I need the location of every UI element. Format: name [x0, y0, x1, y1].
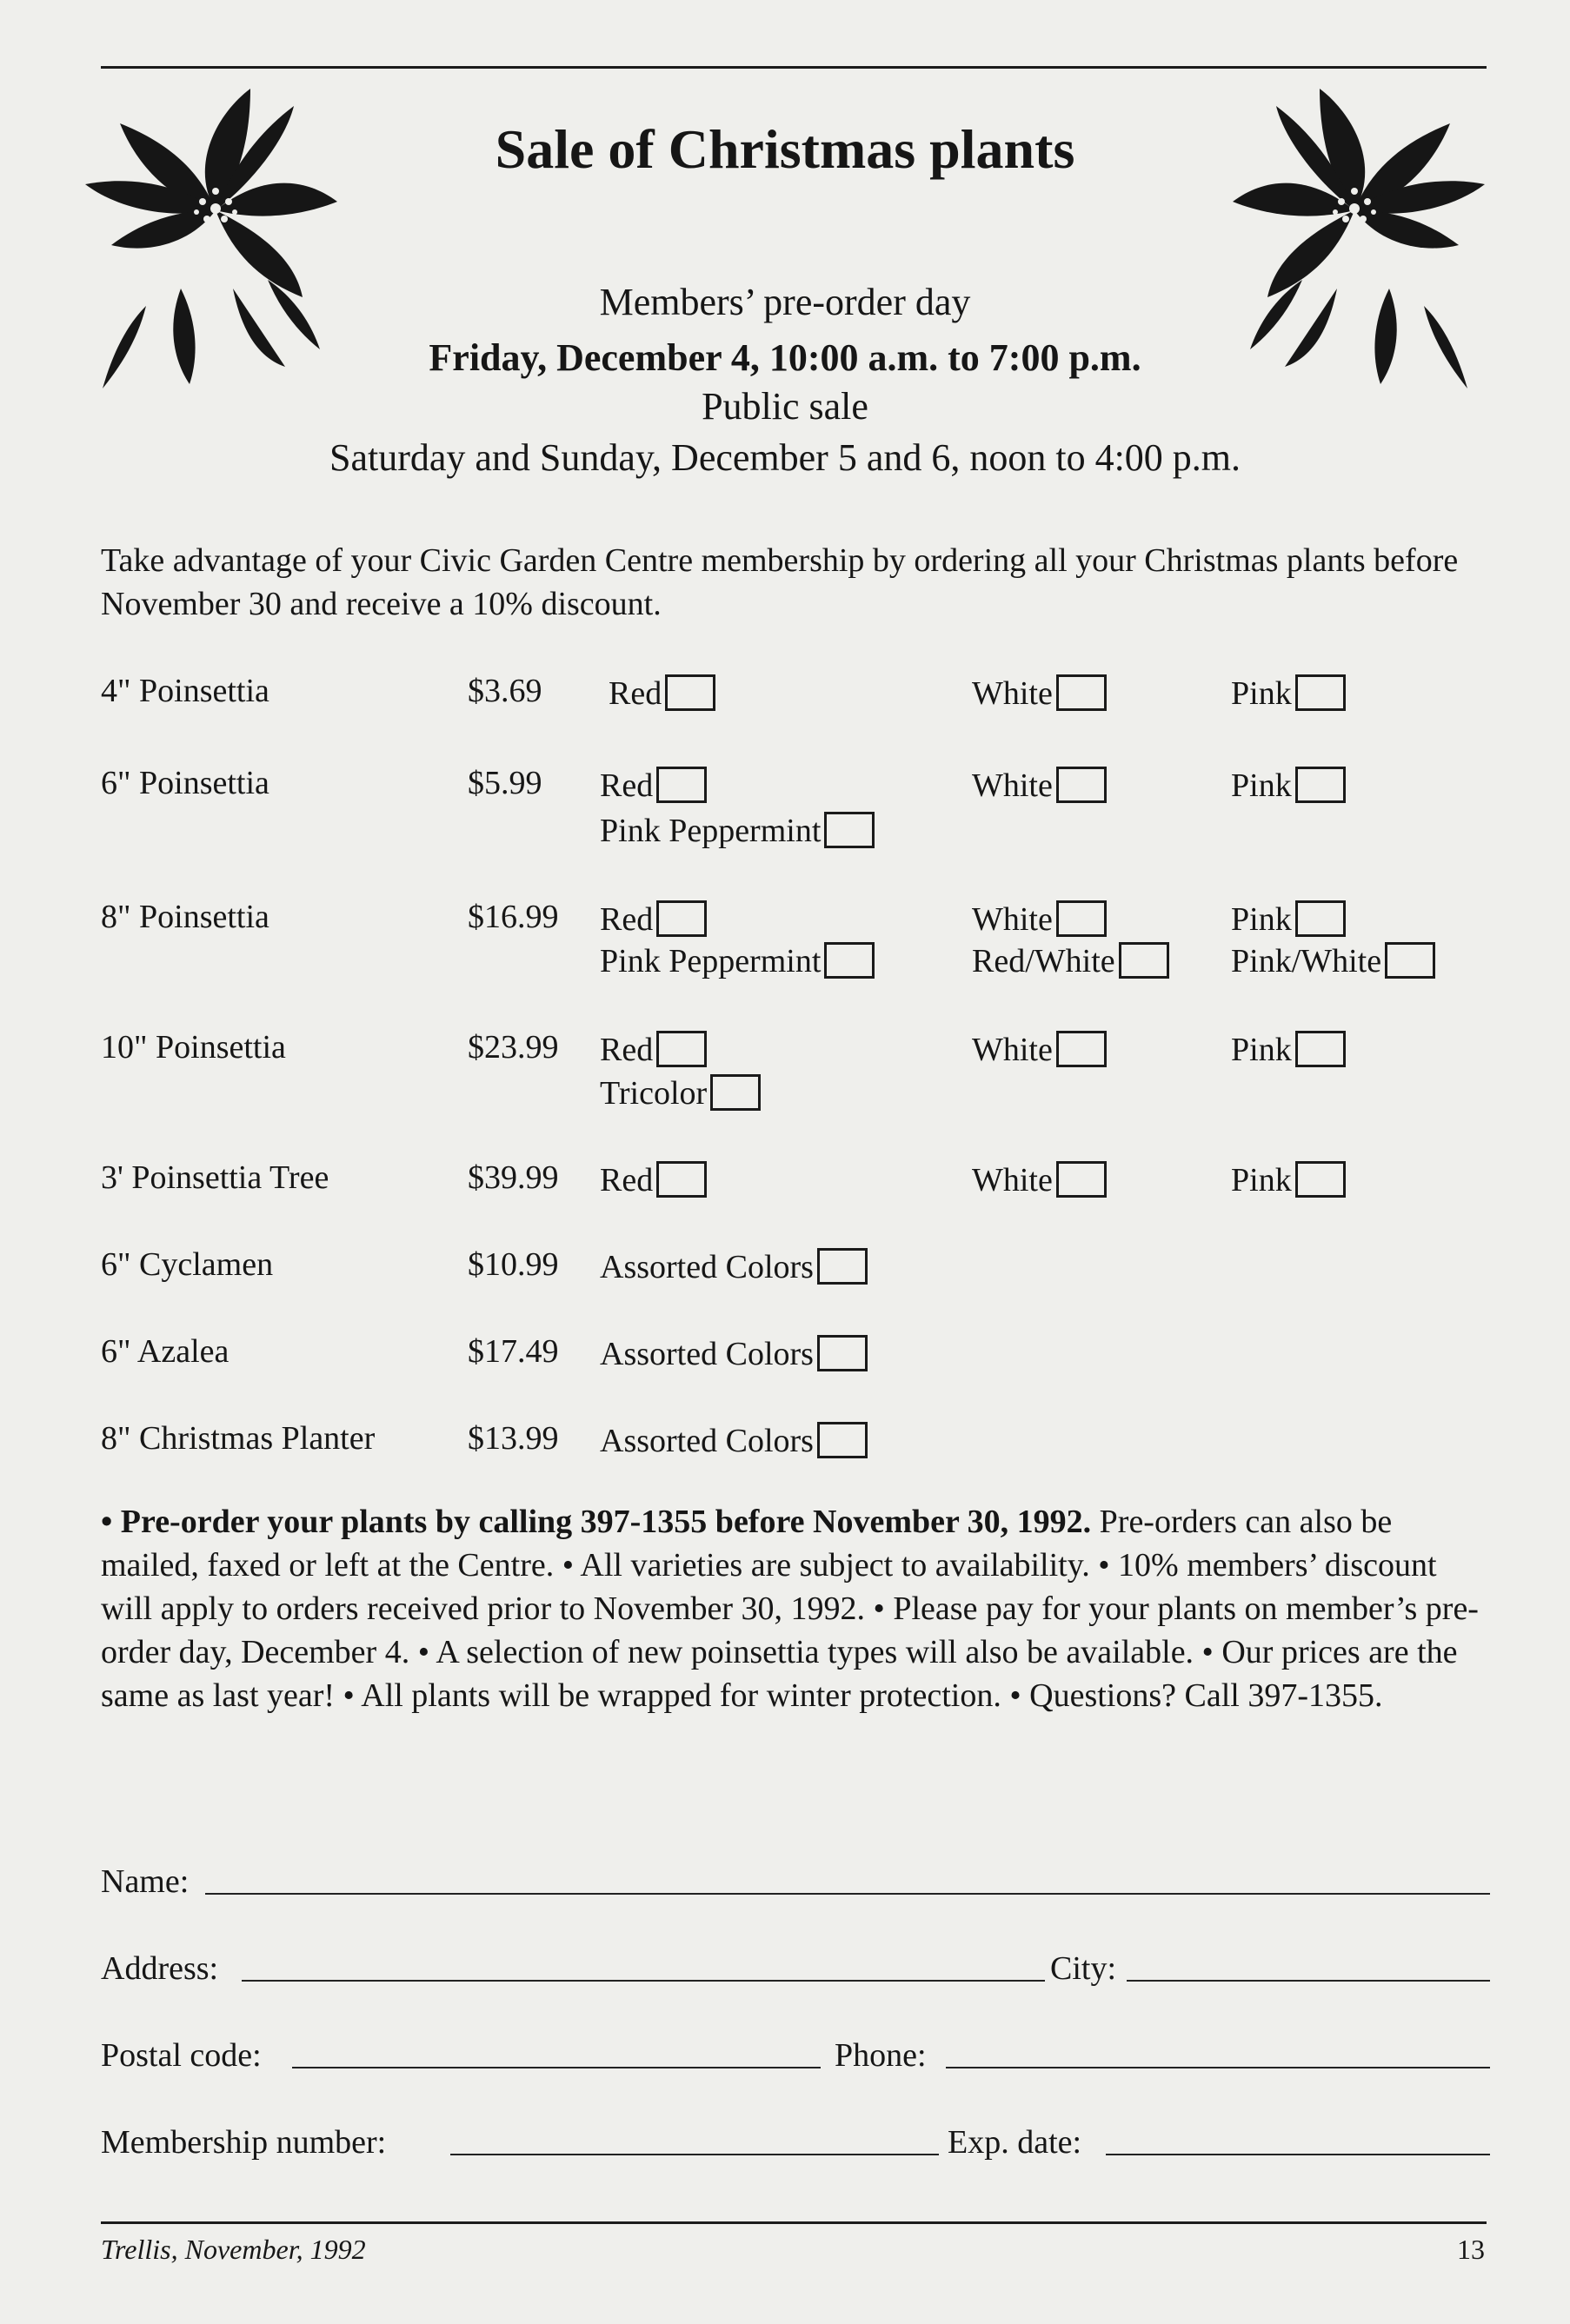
option-checkbox[interactable] [817, 1335, 868, 1371]
option-checkbox[interactable] [1056, 1031, 1107, 1067]
option-checkbox[interactable] [824, 942, 875, 979]
option-checkbox[interactable] [1295, 1031, 1346, 1067]
option-label: Pink [1231, 767, 1292, 804]
option-label: Pink/White [1231, 943, 1382, 979]
item-price: $10.99 [468, 1246, 559, 1283]
name-label: Name: [101, 1863, 190, 1900]
address-label: Address: [101, 1950, 219, 1987]
postal-code-label: Postal code: [101, 2037, 262, 2074]
option-label: Tricolor [600, 1075, 708, 1112]
address-field[interactable] [242, 1978, 1045, 1982]
option-label: Assorted Colors [600, 1336, 814, 1372]
item-row [0, 1161, 1570, 1213]
item-row [0, 1422, 1570, 1474]
option-checkbox[interactable] [1295, 674, 1346, 711]
public-date: Saturday and Sunday, December 5 and 6, noon to 4:00 p.m. [329, 436, 1241, 479]
option-label: Pink [1231, 1162, 1292, 1199]
postal-code-field[interactable] [292, 2065, 821, 2068]
option-checkbox[interactable] [656, 1031, 707, 1067]
item-row-extra [0, 812, 1570, 864]
notes-paragraph [101, 1500, 1492, 1717]
item-name: 6" Poinsettia [101, 765, 269, 801]
item-name: 8" Poinsettia [101, 899, 269, 935]
option-label: Assorted Colors [600, 1423, 814, 1459]
option-label: White [972, 767, 1053, 804]
item-name: 8" Christmas Planter [101, 1420, 376, 1457]
option-label: Red [600, 1162, 654, 1199]
option-checkbox[interactable] [1119, 942, 1169, 979]
option-checkbox[interactable] [656, 1161, 707, 1198]
option-checkbox[interactable] [824, 812, 875, 848]
notes-text: Pre-orders can also be mailed, faxed or left at the Centre. • All varieties are subject to availability. • 10% members’ discount will apply to orders received prior to November 30, 1992. • Please pay for your plants on member’s pre-order day, December 4. • A selection of new poinsettia types will also be available. • Our prices are the same as last year! • All plants will be wrapped for winter protection. • Questions? Call 397-1355. [101, 1504, 1479, 1714]
bottom-rule [101, 2221, 1487, 2224]
public-heading: Public sale [702, 385, 868, 428]
phone-label: Phone: [835, 2037, 927, 2074]
item-name: 10" Poinsettia [101, 1029, 286, 1066]
item-row-extra [0, 942, 1570, 994]
option-label: Pink [1231, 675, 1292, 712]
option-label: Red [609, 675, 662, 712]
membership-number-field[interactable] [450, 2152, 939, 2155]
item-price: $23.99 [468, 1029, 559, 1066]
item-price: $16.99 [468, 899, 559, 935]
city-field[interactable] [1127, 1978, 1490, 1982]
preorder-date: Friday, December 4, 10:00 a.m. to 7:00 p.m. [429, 336, 1141, 379]
option-label: Assorted Colors [600, 1249, 814, 1285]
name-field[interactable] [205, 1891, 1490, 1895]
option-label: White [972, 675, 1053, 712]
item-row [0, 1248, 1570, 1300]
item-price: $3.69 [468, 673, 542, 709]
option-checkbox[interactable] [1056, 900, 1107, 937]
option-label: Red [600, 1032, 654, 1068]
phone-field[interactable] [946, 2065, 1490, 2068]
membership-number-label: Membership number: [101, 2124, 387, 2161]
item-price: $5.99 [468, 765, 542, 801]
notes-bold: • Pre-order your plants by calling 397-1355 before November 30, 1992. [101, 1504, 1092, 1540]
exp-date-field[interactable] [1106, 2152, 1490, 2155]
page-number: 13 [1457, 2234, 1485, 2265]
preorder-heading: Members’ pre-order day [599, 281, 971, 323]
option-label: Red [600, 767, 654, 804]
option-label: Pink Peppermint [600, 943, 822, 979]
option-checkbox[interactable] [1295, 767, 1346, 803]
option-checkbox[interactable] [1056, 1161, 1107, 1198]
option-checkbox[interactable] [1056, 767, 1107, 803]
city-label: City: [1050, 1950, 1117, 1987]
option-checkbox[interactable] [1056, 674, 1107, 711]
option-label: White [972, 1032, 1053, 1068]
option-checkbox[interactable] [1295, 900, 1346, 937]
item-name: 3' Poinsettia Tree [101, 1159, 329, 1196]
item-row-extra [0, 1074, 1570, 1126]
option-label: White [972, 1162, 1053, 1199]
option-label: Red/White [972, 943, 1115, 979]
item-name: 6" Cyclamen [101, 1246, 274, 1283]
option-checkbox[interactable] [1295, 1161, 1346, 1198]
option-checkbox[interactable] [656, 767, 707, 803]
publication-footer: Trellis, November, 1992 [101, 2234, 366, 2265]
item-name: 6" Azalea [101, 1333, 230, 1370]
option-checkbox[interactable] [817, 1248, 868, 1285]
option-checkbox[interactable] [1385, 942, 1435, 979]
option-label: Pink [1231, 901, 1292, 938]
option-checkbox[interactable] [665, 674, 715, 711]
option-checkbox[interactable] [656, 900, 707, 937]
item-row [0, 767, 1570, 819]
option-checkbox[interactable] [710, 1074, 761, 1111]
option-label: Pink [1231, 1032, 1292, 1068]
item-price: $13.99 [468, 1420, 559, 1457]
exp-date-label: Exp. date: [948, 2124, 1082, 2161]
intro-paragraph: Take advantage of your Civic Garden Centre membership by ordering all your Christmas plants before November 30 and receive a 10% discount. [101, 542, 1459, 622]
item-price: $17.49 [468, 1333, 559, 1370]
top-rule [101, 66, 1487, 69]
option-label: Pink Peppermint [600, 813, 822, 849]
page-title: Sale of Christmas plants [495, 118, 1075, 180]
item-row [0, 674, 1570, 727]
option-label: White [972, 901, 1053, 938]
item-name: 4" Poinsettia [101, 673, 269, 709]
item-row [0, 1335, 1570, 1387]
option-label: Red [600, 901, 654, 938]
item-price: $39.99 [468, 1159, 559, 1196]
option-checkbox[interactable] [817, 1422, 868, 1458]
